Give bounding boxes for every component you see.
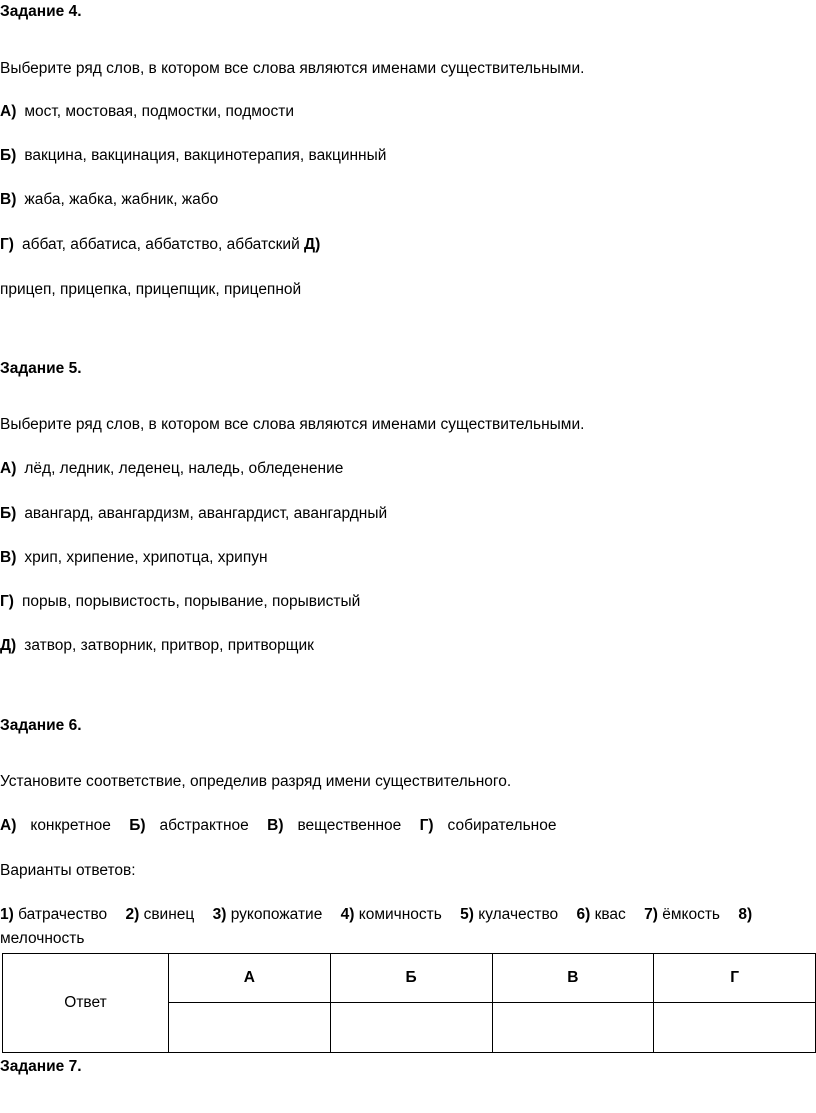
- option-letter: Б): [0, 147, 17, 164]
- answer-table: [2, 953, 816, 1053]
- task5-option-a: [0, 459, 343, 479]
- option-text: хрип, хрипение, хрипотца, хрипун: [24, 549, 268, 566]
- option-text: порыв, порывистость, порывание, порывистый: [21, 593, 361, 610]
- variant-text: свинец: [143, 906, 195, 923]
- option-text: затвор, затворник, притвор, притворщик: [24, 637, 314, 654]
- variant-num: 2): [125, 906, 140, 923]
- variant-num: 1): [0, 906, 14, 923]
- option-text: вакцина, вакцинация, вакцинотерапия, вакцинный: [24, 147, 387, 164]
- category-letter: Б): [129, 817, 146, 834]
- category-letter: В): [267, 817, 284, 834]
- task6-variant-8-text: мелочность: [0, 930, 85, 947]
- category-text: конкретное: [30, 817, 111, 834]
- option-letter: Б): [0, 505, 17, 522]
- answer-header-g: Г: [654, 954, 816, 1003]
- task4-title: Задание 4.: [0, 3, 82, 20]
- option-letter: В): [0, 549, 17, 566]
- option-text: авангард, авангардизм, авангардист, авангардный: [24, 505, 388, 522]
- option-letter: Д): [304, 236, 321, 253]
- variant-text: комичность: [358, 906, 442, 923]
- variant-num: 4): [340, 906, 355, 923]
- variant-num: 5): [460, 906, 474, 923]
- answer-header-b: Б: [330, 954, 492, 1003]
- option-letter: А): [0, 103, 17, 120]
- category-letter: А): [0, 817, 17, 834]
- task5-title: Задание 5.: [0, 360, 82, 377]
- variant-text: кулачество: [478, 906, 559, 923]
- category-letter: Г): [419, 817, 434, 834]
- option-letter: Д): [0, 637, 17, 654]
- answer-cell-v[interactable]: [492, 1003, 654, 1053]
- task6-variants-label: Варианты ответов:: [0, 862, 136, 879]
- answer-row-label: Ответ: [3, 954, 169, 1053]
- task5-option-g: [0, 592, 360, 612]
- option-letter: В): [0, 191, 17, 208]
- task5-option-v: [0, 548, 268, 568]
- variant-num: 7): [644, 906, 658, 923]
- task4-option-v: [0, 190, 218, 210]
- task4-option-a: [0, 102, 294, 122]
- task4-option-b: [0, 146, 386, 166]
- variant-num: 6): [576, 906, 591, 923]
- variant-text: рукопожатие: [230, 906, 323, 923]
- task6-variants-line: [0, 905, 752, 925]
- option-text: жаба, жабка, жабник, жабо: [24, 191, 219, 208]
- option-text: лёд, ледник, леденец, наледь, обледенение: [24, 460, 344, 477]
- option-text: мост, мостовая, подмостки, подмости: [24, 103, 295, 120]
- category-text: собирательное: [447, 817, 557, 834]
- category-text: абстрактное: [159, 817, 249, 834]
- variant-text: квас: [594, 906, 626, 923]
- answer-header-v: В: [492, 954, 654, 1003]
- task6-title: Задание 6.: [0, 717, 82, 734]
- task5-instruction: Выберите ряд слов, в котором все слова являются именами существительными.: [0, 416, 585, 433]
- option-letter: Г): [0, 236, 14, 253]
- task4-instruction: Выберите ряд слов, в котором все слова являются именами существительными.: [0, 60, 585, 77]
- variant-text: ёмкость: [662, 906, 721, 923]
- variant-num: 3): [212, 906, 227, 923]
- task5-option-b: [0, 504, 387, 524]
- task6-instruction: Установите соответствие, определив разряд имени существительного.: [0, 773, 512, 790]
- task5-option-d: [0, 636, 314, 656]
- answer-header-a: А: [169, 954, 331, 1003]
- option-letter: Г): [0, 593, 14, 610]
- variant-text: батрачество: [18, 906, 108, 923]
- variant-num: 8): [738, 906, 753, 923]
- option-letter: А): [0, 460, 17, 477]
- category-text: вещественное: [297, 817, 402, 834]
- task4-option-g: [0, 235, 320, 255]
- task7-title: Задание 7.: [0, 1058, 82, 1075]
- answer-cell-g[interactable]: [654, 1003, 816, 1053]
- option-text: аббат, аббатиса, аббатство, аббатский: [21, 236, 300, 253]
- answer-cell-a[interactable]: [169, 1003, 331, 1053]
- task4-option-d-text: прицеп, прицепка, прицепщик, прицепной: [0, 281, 302, 298]
- answer-cell-b[interactable]: [330, 1003, 492, 1053]
- task6-categories: [0, 816, 556, 836]
